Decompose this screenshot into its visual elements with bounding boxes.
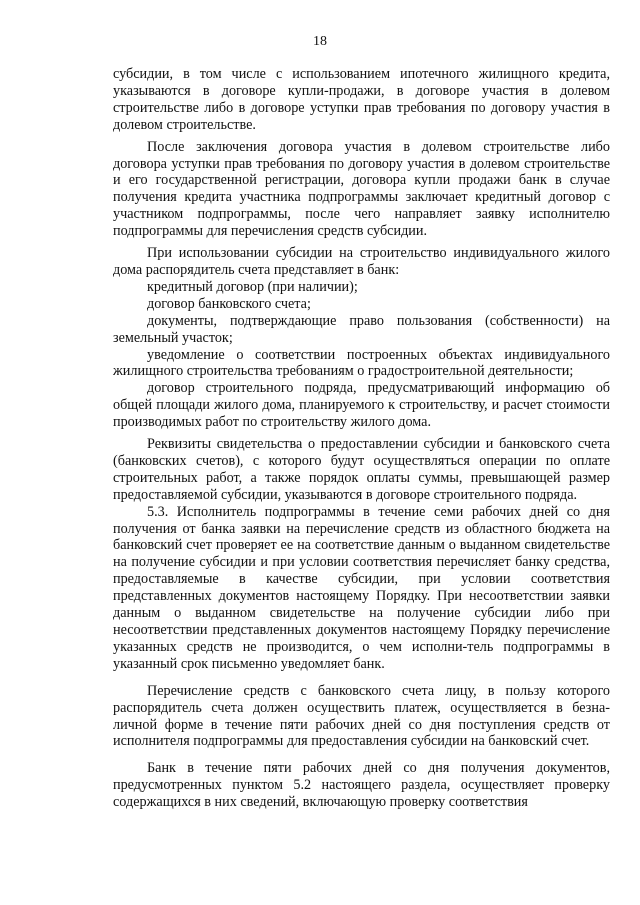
- paragraph-certificate-requisites: Реквизиты свидетельства о предоставлении субсидии и банковского счета (банковских счетов), с которого будут осуществляться операции по оплате строительных работ, а также порядок оплаты суммы, превышающей размер предоставляемой субсидии, указываются в договоре строительного подряда.: [113, 436, 610, 503]
- list-item-credit-agreement: кредитный договор (при наличии);: [147, 278, 358, 295]
- page-number: 18: [313, 34, 327, 49]
- paragraph-subsidy-contracts: субсидии, в том числе с использованием ипотечного жилищного кредита, указываются в договоре купли-продажи, в договоре участия в долевом строительстве либо в договоре уступки прав требования по договору участия в долевом строительстве.: [113, 66, 610, 133]
- paragraph-funds-transfer: Перечисление средств с банковского счета лицу, в пользу которого распорядитель счета должен осуществить платеж, осуществляется в безна-личной форме в течение пяти рабочих дней со дня поступления средств от исполнителя подпрограммы для предоставления субсидии на банковский счет.: [113, 682, 610, 750]
- paragraph-individual-house: При использовании субсидии на строительство индивидуального жилого дома распорядитель счета представляет в банк:: [113, 245, 610, 278]
- list-item-construction-notice: уведомление о соответствии построенных объектах индивидуального жилищного строительства требованиям о градостроительной деятельности;: [113, 346, 610, 380]
- list-item-construction-contract: договор строительного подряда, предусматривающий информацию об общей площади жилого дома, планируемого к строительству, и расчет стоимости производимых работ по строительству жилого дома.: [113, 380, 610, 431]
- paragraph-section-5-3: 5.3. Исполнитель подпрограммы в течение семи рабочих дней со дня получения от банка заявки на перечисление средств из областного бюджета на банковский счет проверяет ее на соответствие данным о выданном свидетельстве на получение субсидии и при условии соответствия перечисляет банку средства, предоставляемые в качестве субсидии, при условии соответствия представленных документов настоящему Порядку. При несоответствии заявки данным о выданном свидетельстве на получение субсидии либо при несоответствии представленных документов настоящему Порядку перечисление указанных средств не производится, о чем исполни-тель подпрограммы в указанный срок письменно уведомляет банк.: [113, 503, 610, 672]
- list-item-bank-account-agreement: договор банковского счета;: [147, 295, 311, 312]
- document-body: [113, 66, 610, 811]
- list-item-land-documents: документы, подтверждающие право пользования (собственности) на земельный участок;: [113, 312, 610, 346]
- paragraph-after-contract: После заключения договора участия в долевом строительстве либо договора уступки прав требования по договору участия в долевом строительстве и его государственной регистрации, договора купли продажи банк в случае получения кредита участника подпрограммы заключает кредитный договор с участником подпрограммы, после чего направляет заявку исполнителю подпрограммы для перечисления средств субсидии.: [113, 138, 610, 240]
- paragraph-bank-verification: Банк в течение пяти рабочих дней со дня получения документов, предусмотренных пунктом 5.2 настоящего раздела, осуществляет проверку содержащихся в них сведений, включающую проверку соответствия: [113, 760, 610, 811]
